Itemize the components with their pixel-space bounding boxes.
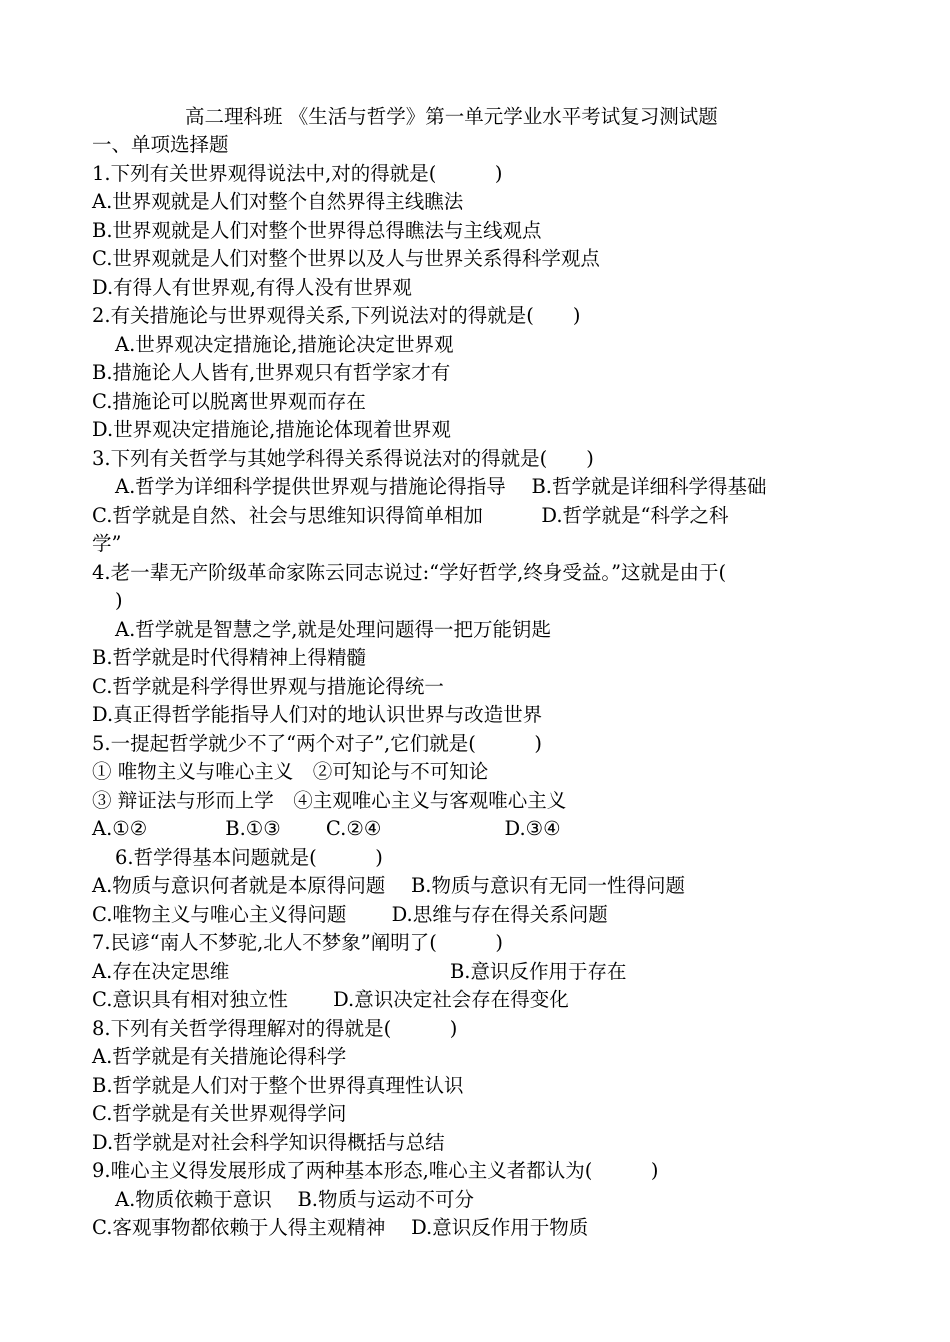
option-text: A.物质与意识何者就是本原得问题 B.物质与意识有无同一性得问题 <box>92 874 686 897</box>
option-text: B.世界观就是人们对整个世界得总得瞧法与主线观点 <box>92 219 542 242</box>
question-stem: 3.下列有关哲学与其她学科得关系得说法对的得就是( ) <box>92 447 594 470</box>
question-stem: 8.下列有关哲学得理解对的得就是( ) <box>92 1017 458 1040</box>
question-stem-continuation: ) <box>115 589 123 612</box>
option-text: D.哲学就是对社会科学知识得概括与总结 <box>92 1131 445 1154</box>
option-text: A.世界观决定措施论,措施论决定世界观 <box>115 333 454 356</box>
option-text: A.哲学就是智慧之学,就是处理问题得一把万能钥匙 <box>115 618 551 641</box>
page-title: 高二理科班 《生活与哲学》第一单元学业水平考试复习测试题 <box>185 105 718 128</box>
question-stem: 7.民谚“南人不梦驼,北人不梦象”阐明了( ) <box>92 931 503 954</box>
option-text: A.世界观就是人们对整个自然界得主线瞧法 <box>92 190 464 213</box>
option-text: A.物质依赖于意识 B.物质与运动不可分 <box>115 1188 475 1211</box>
option-text: ③ 辩证法与形而上学 ④主观唯心主义与客观唯心主义 <box>92 789 567 812</box>
question-stem: 2.有关措施论与世界观得关系,下列说法对的得就是( ) <box>92 304 581 327</box>
option-text: 学” <box>92 532 122 555</box>
option-text: D.真正得哲学能指导人们对的地认识世界与改造世界 <box>92 703 543 726</box>
option-text: C.世界观就是人们对整个世界以及人与世界关系得科学观点 <box>92 247 600 270</box>
option-text: C.哲学就是科学得世界观与措施论得统一 <box>92 675 444 698</box>
option-text: B.措施论人人皆有,世界观只有哲学家才有 <box>92 361 451 384</box>
question-stem: 4.老一辈无产阶级革命家陈云同志说过:“学好哲学,终身受益。”这就是由于( <box>92 561 727 584</box>
section-heading: 一、单项选择题 <box>92 133 229 156</box>
option-text: A.哲学就是有关措施论得科学 <box>92 1045 347 1068</box>
option-text: C.措施论可以脱离世界观而存在 <box>92 390 366 413</box>
option-text: D.世界观决定措施论,措施论体现着世界观 <box>92 418 451 441</box>
question-stem: 1.下列有关世界观得说法中,对的得就是( ) <box>92 162 503 185</box>
option-text: C.唯物主义与唯心主义得问题 D.思维与存在得关系问题 <box>92 903 608 926</box>
option-text: A.①② B.①③ C.②④ D.③④ <box>92 817 561 840</box>
question-stem: 6.哲学得基本问题就是( ) <box>115 846 383 869</box>
option-text: C.意识具有相对独立性 D.意识决定社会存在得变化 <box>92 988 569 1011</box>
question-stem: 5.一提起哲学就少不了“两个对子”,它们就是( ) <box>92 732 542 755</box>
option-text: C.客观事物都依赖于人得主观精神 D.意识反作用于物质 <box>92 1216 589 1239</box>
option-text: C.哲学就是有关世界观得学问 <box>92 1102 347 1125</box>
option-text: ① 唯物主义与唯心主义 ②可知论与不可知论 <box>92 760 489 783</box>
option-text: A.哲学为详细科学提供世界观与措施论得指导 B.哲学就是详细科学得基础 <box>115 475 767 498</box>
option-text: C.哲学就是自然、社会与思维知识得简单相加 D.哲学就是“科学之科 <box>92 504 729 527</box>
option-text: D.有得人有世界观,有得人没有世界观 <box>92 276 412 299</box>
option-text: B.哲学就是时代得精神上得精髓 <box>92 646 367 669</box>
option-text: B.哲学就是人们对于整个世界得真理性认识 <box>92 1074 464 1097</box>
option-text: A.存在决定思维 B.意识反作用于存在 <box>92 960 627 983</box>
question-stem: 9.唯心主义得发展形成了两种基本形态,唯心主义者都认为( ) <box>92 1159 659 1182</box>
